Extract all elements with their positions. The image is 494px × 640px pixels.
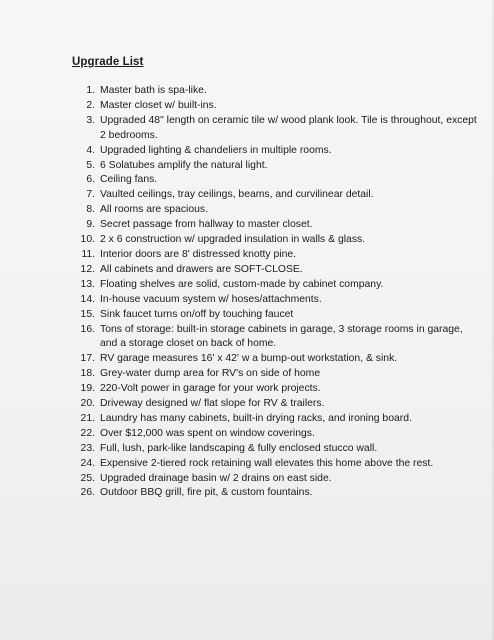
list-item-number: 25. <box>80 472 95 484</box>
list-item-text: Upgraded drainage basin w/ 2 drains on east side. <box>100 472 332 484</box>
list-item-text: Ceiling fans. <box>100 174 158 186</box>
list-item-text: Outdoor BBQ grill, fire pit, & custom fountains. <box>100 487 313 499</box>
list-item-number: 7. <box>86 189 95 201</box>
list-item-number: 19. <box>80 383 95 395</box>
list-item <box>70 278 480 293</box>
list-item <box>70 114 480 144</box>
list-item-number: 20. <box>80 398 95 410</box>
list-item-number: 16. <box>80 323 95 335</box>
list-item <box>70 442 480 457</box>
list-item-number: 10. <box>80 234 95 246</box>
list-item-number: 1. <box>86 85 95 96</box>
list-item <box>70 203 480 218</box>
list-item-number: 12. <box>80 263 95 275</box>
list-item-number: 26. <box>80 487 95 499</box>
list-item-text: Over $12,000 was spent on window coverings. <box>100 427 315 439</box>
list-item-number: 4. <box>86 144 95 156</box>
list-item-number: 21. <box>80 412 95 424</box>
list-item <box>70 233 480 248</box>
list-item-text: Full, lush, park-like landscaping & fully enclosed stucco wall. <box>100 442 378 454</box>
list-item <box>70 248 480 263</box>
list-item <box>70 457 480 472</box>
list-item-number: 8. <box>86 204 95 216</box>
list-item-number: 6. <box>86 174 95 186</box>
list-item-text: Expensive 2-tiered rock retaining wall elevates this home above the rest. <box>100 457 434 469</box>
list-item-number: 9. <box>86 219 95 231</box>
list-item-text: 2 x 6 construction w/ upgraded insulation in walls & glass. <box>100 234 366 246</box>
list-item <box>70 159 480 174</box>
list-item-text: Tons of storage: built-in storage cabinets in garage, 3 storage rooms in garage, and a storage closet on back of home. <box>100 323 463 350</box>
list-item <box>70 293 480 308</box>
list-item-text: Laundry has many cabinets, built-in drying racks, and ironing board. <box>100 412 412 424</box>
list-item-text: Vaulted ceilings, tray ceilings, beams, and curvilinear detail. <box>100 189 374 201</box>
list-item-number: 2. <box>86 99 95 111</box>
list-item <box>70 188 480 203</box>
list-item-text: Master closet w/ built-ins. <box>100 99 217 111</box>
list-item <box>70 84 480 99</box>
list-item <box>70 382 480 397</box>
list-item <box>70 99 480 114</box>
list-item <box>70 486 480 501</box>
list-item-text: Floating shelves are solid, custom-made by cabinet company. <box>100 278 384 290</box>
list-item-text: In-house vacuum system w/ hoses/attachments. <box>100 293 322 305</box>
list-item <box>70 144 480 159</box>
list-item-number: 14. <box>80 293 95 305</box>
list-item <box>70 173 480 188</box>
list-item <box>70 218 480 233</box>
list-item-number: 15. <box>80 308 95 320</box>
list-item-number: 17. <box>80 353 95 365</box>
list-item-number: 3. <box>86 114 95 126</box>
list-item-number: 24. <box>80 457 95 469</box>
list-item <box>70 263 480 278</box>
list-item-text: All rooms are spacious. <box>100 204 208 216</box>
list-item-text: RV garage measures 16' x 42' w a bump-out workstation, & sink. <box>100 353 398 365</box>
list-item-text: Secret passage from hallway to master closet. <box>100 219 313 231</box>
list-item-number: 13. <box>80 278 95 290</box>
list-item-text: All cabinets and drawers are SOFT-CLOSE. <box>100 263 303 275</box>
list-item <box>70 397 480 412</box>
list-item-text: Upgraded lighting & chandeliers in multiple rooms. <box>100 144 332 156</box>
list-item <box>70 323 480 353</box>
list-item <box>70 308 480 323</box>
list-item-text: 220-Volt power in garage for your work projects. <box>100 383 321 395</box>
list-item-text: Master bath is spa-like. <box>100 85 207 96</box>
list-item <box>70 427 480 442</box>
list-item-text: Grey-water dump area for RV's on side of home <box>100 368 321 380</box>
list-item-text: Interior doors are 8' distressed knotty pine. <box>100 248 297 260</box>
list-item-text: 6 Solatubes amplify the natural light. <box>100 159 268 171</box>
list-item-number: 22. <box>80 427 95 439</box>
list-item <box>70 352 480 367</box>
list-item-text: Upgraded 48" length on ceramic tile w/ wood plank look. Tile is throughout, except 2 bedrooms. <box>100 114 477 141</box>
list-item <box>70 412 480 427</box>
page-title: Upgrade List <box>72 56 144 68</box>
list-item <box>70 472 480 487</box>
list-item-text: Driveway designed w/ flat slope for RV & trailers. <box>100 398 325 410</box>
list-item-number: 5. <box>86 159 95 171</box>
list-item-text: Sink faucet turns on/off by touching faucet <box>100 308 294 320</box>
list-item-number: 18. <box>80 368 95 380</box>
list-item-number: 11. <box>81 248 95 260</box>
upgrade-list <box>70 84 480 501</box>
list-item <box>70 367 480 382</box>
list-item-number: 23. <box>80 442 95 454</box>
